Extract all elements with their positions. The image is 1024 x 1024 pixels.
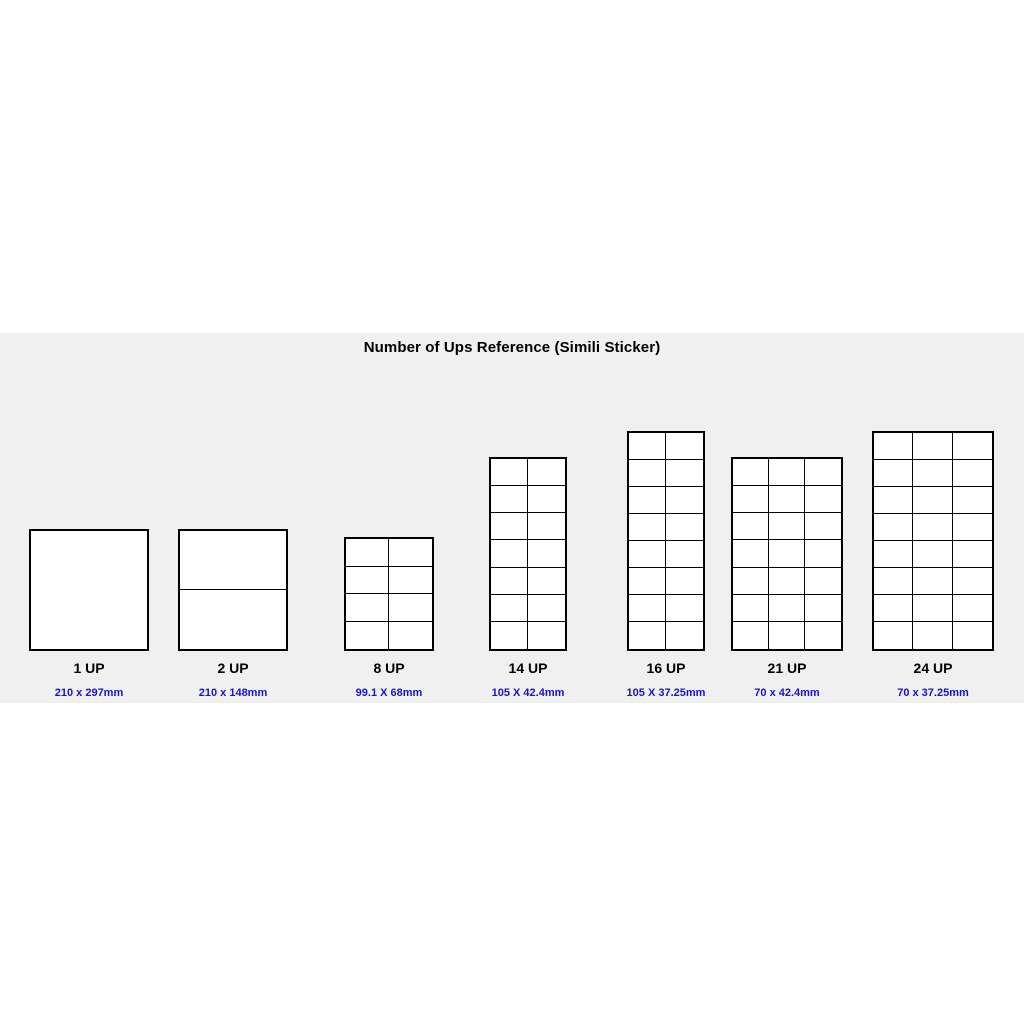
ups-figure bbox=[153, 391, 313, 699]
ups-grid-cell bbox=[629, 460, 666, 487]
ups-grid-cell bbox=[629, 514, 666, 541]
ups-grid-cell bbox=[953, 622, 992, 649]
ups-grid-wrapper bbox=[489, 391, 567, 651]
ups-figure bbox=[707, 391, 867, 699]
ups-grid-cell bbox=[666, 433, 703, 460]
ups-grid-wrapper bbox=[627, 391, 705, 651]
ups-grid-cell bbox=[913, 487, 952, 514]
ups-grid-cell bbox=[346, 622, 389, 650]
ups-grid-cell bbox=[629, 595, 666, 622]
ups-figure-dimensions: 70 x 42.4mm bbox=[754, 687, 820, 699]
ups-grid-cell bbox=[491, 486, 528, 513]
ups-grid-cell bbox=[953, 460, 992, 487]
ups-grid-cell bbox=[874, 595, 913, 622]
ups-figure-label: 1 UP bbox=[73, 660, 105, 676]
ups-grid-cell bbox=[629, 541, 666, 568]
ups-grid-cell bbox=[953, 514, 992, 541]
ups-grid-wrapper bbox=[344, 391, 434, 651]
ups-grid-cell bbox=[874, 433, 913, 460]
ups-grid-cell bbox=[805, 622, 841, 649]
ups-grid-cell bbox=[769, 568, 805, 595]
ups-grid-cell bbox=[913, 595, 952, 622]
ups-figure-label: 2 UP bbox=[217, 660, 249, 676]
ups-grid-cell bbox=[733, 595, 769, 622]
ups-grid-cell bbox=[666, 487, 703, 514]
ups-grid bbox=[178, 529, 288, 651]
ups-grid-cell bbox=[666, 541, 703, 568]
ups-grid-cell bbox=[528, 622, 565, 649]
ups-grid-cell bbox=[805, 459, 841, 486]
ups-grid-cell bbox=[491, 568, 528, 595]
ups-grid bbox=[731, 457, 843, 651]
ups-grid-cell bbox=[769, 486, 805, 513]
ups-grid bbox=[627, 431, 705, 651]
ups-grid-cell bbox=[491, 459, 528, 486]
ups-grid-cell bbox=[629, 433, 666, 460]
ups-grid-cell bbox=[180, 531, 286, 590]
ups-grid-cell bbox=[805, 486, 841, 513]
ups-grid-cell bbox=[491, 622, 528, 649]
ups-grid-cell bbox=[666, 622, 703, 649]
ups-grid-cell bbox=[874, 514, 913, 541]
ups-grid-cell bbox=[31, 531, 147, 649]
ups-grid-cell bbox=[874, 541, 913, 568]
ups-grid-cell bbox=[953, 595, 992, 622]
ups-figure-label: 21 UP bbox=[767, 660, 807, 676]
ups-grid-cell bbox=[769, 595, 805, 622]
ups-grid-wrapper bbox=[29, 391, 149, 651]
ups-grid-cell bbox=[913, 433, 952, 460]
ups-grid-cell bbox=[666, 568, 703, 595]
ups-figure-label: 24 UP bbox=[913, 660, 953, 676]
ups-figure-label: 14 UP bbox=[508, 660, 548, 676]
ups-grid-cell bbox=[528, 540, 565, 567]
ups-grid-cell bbox=[389, 539, 432, 567]
ups-grid-cell bbox=[733, 486, 769, 513]
ups-grid-cell bbox=[874, 622, 913, 649]
ups-grid-cell bbox=[733, 622, 769, 649]
ups-grid-cell bbox=[528, 486, 565, 513]
ups-grid-cell bbox=[769, 513, 805, 540]
ups-grid-cell bbox=[733, 540, 769, 567]
ups-figure bbox=[9, 391, 169, 699]
ups-figure-label: 16 UP bbox=[646, 660, 686, 676]
ups-grid-cell bbox=[528, 595, 565, 622]
ups-grid-cell bbox=[346, 567, 389, 595]
ups-grid-cell bbox=[733, 459, 769, 486]
ups-figure-dimensions: 210 x 297mm bbox=[54, 687, 124, 699]
ups-grid-cell bbox=[491, 513, 528, 540]
ups-grid-cell bbox=[389, 567, 432, 595]
ups-figure-label: 8 UP bbox=[373, 660, 405, 676]
ups-reference-panel bbox=[0, 333, 1024, 703]
ups-grid-wrapper bbox=[872, 391, 994, 651]
ups-figure bbox=[309, 391, 469, 699]
ups-figure bbox=[448, 391, 608, 699]
ups-figure-dimensions: 105 X 42.4mm bbox=[491, 687, 565, 699]
ups-grid bbox=[344, 537, 434, 651]
ups-grid-cell bbox=[629, 487, 666, 514]
ups-grid-cell bbox=[769, 540, 805, 567]
ups-grid-cell bbox=[346, 539, 389, 567]
ups-grid-cell bbox=[913, 568, 952, 595]
ups-grid-cell bbox=[629, 568, 666, 595]
ups-grid-cell bbox=[528, 568, 565, 595]
ups-grid-cell bbox=[805, 595, 841, 622]
ups-grid-cell bbox=[389, 622, 432, 650]
ups-grid bbox=[489, 457, 567, 651]
ups-grid-cell bbox=[180, 590, 286, 649]
ups-grid-cell bbox=[953, 568, 992, 595]
ups-grid-cell bbox=[874, 568, 913, 595]
ups-grid-cell bbox=[874, 460, 913, 487]
ups-grid-cell bbox=[805, 513, 841, 540]
ups-grid-cell bbox=[346, 594, 389, 622]
ups-grid bbox=[29, 529, 149, 651]
ups-grid-cell bbox=[389, 594, 432, 622]
ups-grid-cell bbox=[666, 460, 703, 487]
ups-grid-cell bbox=[874, 487, 913, 514]
ups-grid-cell bbox=[953, 433, 992, 460]
ups-grid-cell bbox=[491, 595, 528, 622]
ups-grid-cell bbox=[913, 460, 952, 487]
ups-grid-cell bbox=[733, 513, 769, 540]
ups-grid-cell bbox=[733, 568, 769, 595]
ups-grid-cell bbox=[913, 541, 952, 568]
ups-figure-dimensions: 70 x 37.25mm bbox=[897, 687, 969, 699]
ups-grid-cell bbox=[528, 513, 565, 540]
ups-grid-cell bbox=[913, 514, 952, 541]
ups-grid-cell bbox=[805, 540, 841, 567]
ups-grid-cell bbox=[769, 622, 805, 649]
ups-grid-wrapper bbox=[731, 391, 843, 651]
ups-grid-cell bbox=[666, 514, 703, 541]
ups-grid-cell bbox=[528, 459, 565, 486]
figures-container bbox=[0, 369, 1024, 699]
ups-grid-cell bbox=[629, 622, 666, 649]
ups-figure bbox=[853, 391, 1013, 699]
ups-figure-dimensions: 210 x 148mm bbox=[198, 687, 268, 699]
ups-grid-cell bbox=[953, 541, 992, 568]
ups-grid-cell bbox=[913, 622, 952, 649]
ups-figure-dimensions: 99.1 X 68mm bbox=[355, 687, 423, 699]
ups-grid-cell bbox=[491, 540, 528, 567]
ups-grid-cell bbox=[666, 595, 703, 622]
ups-grid-wrapper bbox=[178, 391, 288, 651]
page-title: Number of Ups Reference (Simili Sticker) bbox=[363, 339, 661, 356]
ups-grid bbox=[872, 431, 994, 651]
ups-figure-dimensions: 105 X 37.25mm bbox=[626, 687, 706, 699]
ups-grid-cell bbox=[953, 487, 992, 514]
ups-grid-cell bbox=[769, 459, 805, 486]
ups-grid-cell bbox=[805, 568, 841, 595]
